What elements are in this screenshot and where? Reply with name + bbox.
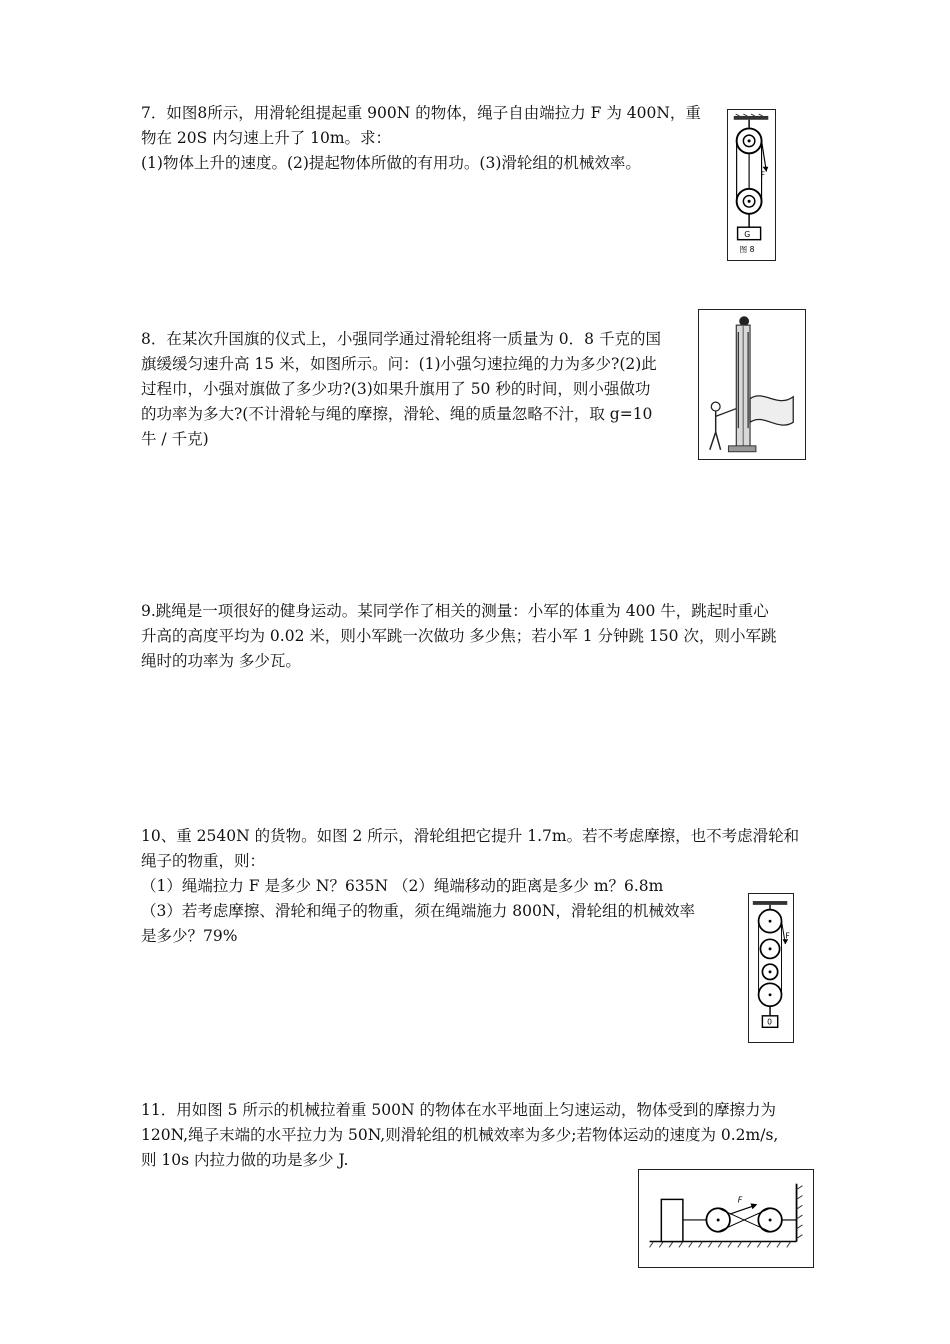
figure-8-pulley bbox=[727, 109, 776, 261]
load-label: G bbox=[744, 229, 751, 239]
question-10-line-4: （3）若考虑摩擦、滑轮和绳子的物重，须在绳端施力 800N，滑轮组的机械效率 bbox=[141, 902, 695, 920]
question-11 bbox=[141, 1098, 778, 1173]
question-7-line-2: 物在 20S 内匀速上升了 10m。求： bbox=[141, 129, 392, 147]
question-9-line-3: 绳时的功率为 多少瓦。 bbox=[141, 652, 301, 670]
question-8-line-4: 的功率为多大?(不计滑轮与绳的摩擦，滑轮、绳的质量忽略不汁，取 g=10 bbox=[141, 405, 653, 423]
question-9-line-2: 升高的高度平均为 0.02 米，则小军跳一次做功 多少焦；若小军 1 分钟跳 150 次，则小军跳 bbox=[141, 627, 777, 645]
question-10 bbox=[141, 824, 799, 949]
question-10-line-1: 10、重 2540N 的货物。如图 2 所示，滑轮组把它提升 1.7m。若不考虑摩擦，也不考虑滑轮和 bbox=[141, 827, 800, 845]
question-11-line-2: 120N,绳子末端的水平拉力为 50N,则滑轮组的机械效率为多少;若物体运动的速度为 0.2m/s, bbox=[141, 1126, 779, 1144]
horizontal-pulley-diagram bbox=[639, 1170, 813, 1267]
question-7-line-1: 7．如图8所示，用滑轮组提起重 900N 的物体，绳子自由端拉力 F 为 400N，重 bbox=[141, 104, 701, 122]
force-label: F bbox=[760, 170, 766, 180]
question-9-line-1: 9.跳绳是一项很好的健身运动。某同学作了相关的测量：小军的体重为 400 牛，跳起时重心 bbox=[141, 602, 769, 620]
force-label: F bbox=[737, 1195, 743, 1205]
figure-caption: 图 8 bbox=[739, 245, 755, 255]
flag-pole-illustration bbox=[699, 310, 805, 459]
pulley-system-diagram bbox=[728, 110, 775, 260]
question-9 bbox=[141, 599, 776, 674]
question-8-line-1: 8．在某次升国旗的仪式上，小强同学通过滑轮组将一质量为 0．8 千克的国 bbox=[141, 330, 661, 348]
question-7-line-3: (1)物体上升的速度。(2)提起物体所做的有用功。(3)滑轮组的机械效率。 bbox=[141, 154, 641, 172]
question-11-line-1: 11．用如图 5 所示的机械拉着重 500N 的物体在水平地面上匀速运动，物体受到的摩擦力为 bbox=[141, 1101, 776, 1119]
figure-2-pulley bbox=[748, 893, 794, 1043]
question-7 bbox=[141, 101, 701, 176]
question-8-line-2: 旗缓缓匀速升高 15 米，如图所示。问：(1)小强匀速拉绳的力为多少?(2)此 bbox=[141, 355, 657, 373]
question-10-line-3: （1）绳端拉力 F 是多少 N？635N （2）绳端移动的距离是多少 m？6.8m bbox=[141, 877, 664, 895]
load-label: 0 bbox=[767, 1017, 773, 1027]
question-11-line-3: 则 10s 内拉力做的功是多少 J. bbox=[141, 1151, 349, 1169]
four-pulley-diagram bbox=[749, 894, 793, 1042]
question-8-line-5: 牛 / 千克) bbox=[141, 430, 209, 448]
question-8-line-3: 过程巾，小强对旗做了多少功?(3)如果升旗用了 50 秒的时间，则小强做功 bbox=[141, 380, 651, 398]
figure-5-horizontal-pulley bbox=[638, 1169, 814, 1268]
force-label: F bbox=[785, 931, 790, 941]
question-10-line-5: 是多少？79% bbox=[141, 927, 238, 945]
question-10-line-2: 绳子的物重，则： bbox=[141, 852, 266, 870]
question-8 bbox=[141, 327, 661, 452]
flag-raising-figure bbox=[698, 309, 806, 460]
